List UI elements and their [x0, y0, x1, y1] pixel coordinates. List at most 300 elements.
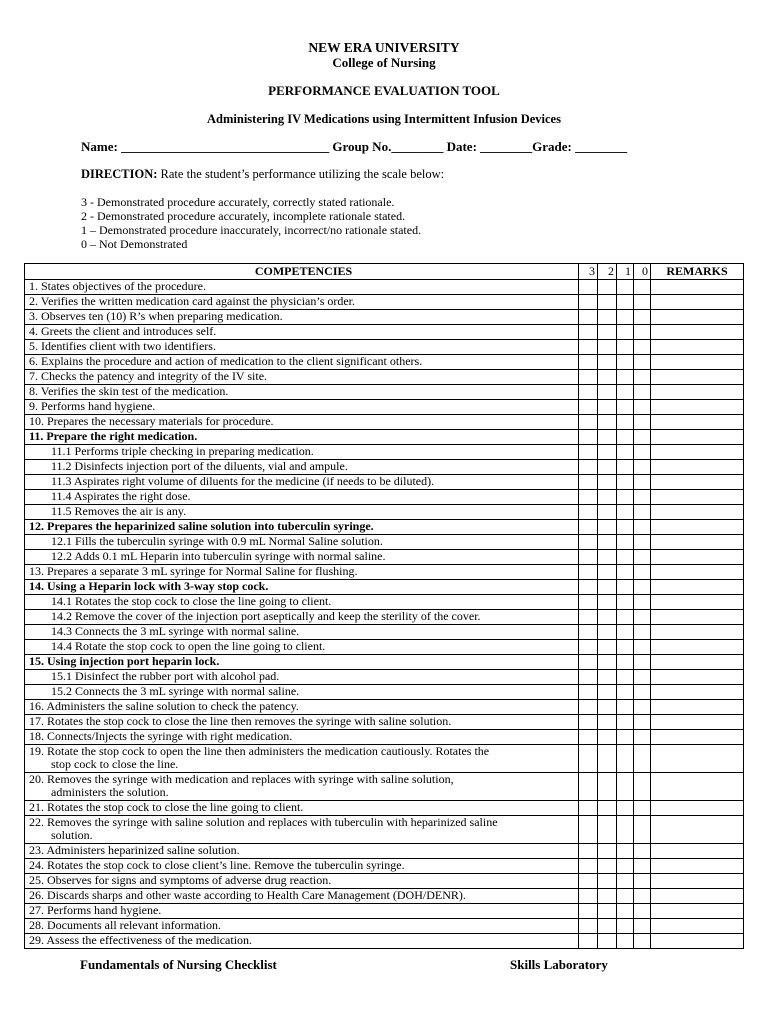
- score-3-cell[interactable]: [579, 640, 598, 655]
- university-name: NEW ERA UNIVERSITY: [308, 40, 460, 55]
- score-2-cell[interactable]: [598, 535, 617, 550]
- score-0-cell[interactable]: [634, 934, 651, 949]
- remarks-cell[interactable]: [651, 595, 744, 610]
- score-3-cell[interactable]: [579, 816, 598, 844]
- score-3-cell[interactable]: [579, 505, 598, 520]
- score-3-cell[interactable]: [579, 340, 598, 355]
- score-0-cell[interactable]: [634, 773, 651, 801]
- score-0-cell[interactable]: [634, 874, 651, 889]
- score-1-cell[interactable]: [617, 505, 634, 520]
- score-2-cell[interactable]: [598, 565, 617, 580]
- remarks-cell[interactable]: [651, 889, 744, 904]
- score-1-cell[interactable]: [617, 295, 634, 310]
- score-1-cell[interactable]: [617, 625, 634, 640]
- remarks-cell[interactable]: [651, 670, 744, 685]
- competency-text: 14.4 Rotate the stop cock to open the line going to client.: [51, 639, 326, 653]
- score-0-cell[interactable]: [634, 859, 651, 874]
- remarks-cell[interactable]: [651, 580, 744, 595]
- score-0-cell[interactable]: [634, 460, 651, 475]
- score-0-cell[interactable]: [634, 844, 651, 859]
- score-0-cell[interactable]: [634, 520, 651, 535]
- score-0-cell[interactable]: [634, 801, 651, 816]
- remarks-cell[interactable]: [651, 801, 744, 816]
- score-2-cell[interactable]: [598, 745, 617, 773]
- competency-text: 12. Prepares the heparinized saline solution into tuberculin syringe.: [29, 519, 374, 533]
- competency-cell: [25, 385, 579, 400]
- competency-cell: [25, 685, 579, 700]
- remarks-cell[interactable]: [651, 280, 744, 295]
- remarks-cell[interactable]: [651, 685, 744, 700]
- score-1-cell[interactable]: [617, 919, 634, 934]
- competency-text: 10. Prepares the necessary materials for procedure.: [29, 414, 274, 428]
- score-1-cell[interactable]: [617, 565, 634, 580]
- remarks-cell[interactable]: [651, 505, 744, 520]
- score-2-cell[interactable]: [598, 520, 617, 535]
- name-field[interactable]: Name: ________________________________: [81, 139, 330, 154]
- score-2-cell[interactable]: [598, 730, 617, 745]
- score-3-cell[interactable]: [579, 934, 598, 949]
- competency-cell: [25, 565, 579, 580]
- competency-cell: [25, 730, 579, 745]
- score-3-cell[interactable]: [579, 325, 598, 340]
- score-0-cell[interactable]: [634, 340, 651, 355]
- score-3-cell[interactable]: [579, 745, 598, 773]
- table-row: [25, 415, 744, 430]
- score-2-cell[interactable]: [598, 904, 617, 919]
- scale-item: 3 - Demonstrated procedure accurately, correctly stated rationale.: [81, 195, 395, 209]
- score-1-cell[interactable]: [617, 859, 634, 874]
- remarks-cell[interactable]: [651, 919, 744, 934]
- score-2-cell[interactable]: [598, 919, 617, 934]
- table-row: [25, 295, 744, 310]
- score-2-cell[interactable]: [598, 844, 617, 859]
- score-3-cell[interactable]: [579, 430, 598, 445]
- competency-text: 18. Connects/Injects the syringe with right medication.: [29, 729, 293, 743]
- score-0-cell[interactable]: [634, 745, 651, 773]
- score-3-cell[interactable]: [579, 520, 598, 535]
- score-2-cell[interactable]: [598, 490, 617, 505]
- score-3-cell[interactable]: [579, 565, 598, 580]
- competency-cell: [25, 295, 579, 310]
- competency-text-continued: administers the solution.: [51, 785, 169, 799]
- score-1-cell[interactable]: [617, 400, 634, 415]
- remarks-cell[interactable]: [651, 859, 744, 874]
- score-0-cell[interactable]: [634, 580, 651, 595]
- score-2-cell[interactable]: [598, 445, 617, 460]
- competency-cell: [25, 934, 579, 949]
- competency-text: 29. Assess the effectiveness of the medication.: [29, 933, 253, 947]
- remarks-cell[interactable]: [651, 340, 744, 355]
- score-0-cell[interactable]: [634, 490, 651, 505]
- score-1-cell[interactable]: [617, 700, 634, 715]
- table-row: [25, 505, 744, 520]
- score-1-cell[interactable]: [617, 340, 634, 355]
- table-row: [25, 355, 744, 370]
- score-0-cell[interactable]: [634, 730, 651, 745]
- score-2-cell[interactable]: [598, 295, 617, 310]
- remarks-cell[interactable]: [651, 565, 744, 580]
- score-0-cell[interactable]: [634, 610, 651, 625]
- score-1-cell[interactable]: [617, 889, 634, 904]
- score-2-cell[interactable]: [598, 340, 617, 355]
- score-3-cell[interactable]: [579, 715, 598, 730]
- remarks-cell[interactable]: [651, 745, 744, 773]
- remarks-cell[interactable]: [651, 625, 744, 640]
- score-1-cell[interactable]: [617, 934, 634, 949]
- score-3-cell[interactable]: [579, 904, 598, 919]
- score-2-header: 2: [598, 264, 617, 280]
- score-2-cell[interactable]: [598, 655, 617, 670]
- competency-text: 2. Verifies the written medication card against the physician’s order.: [29, 294, 356, 308]
- table-row: [25, 715, 744, 730]
- competency-cell: [25, 773, 579, 801]
- competency-cell: [25, 325, 579, 340]
- competency-text: 5. Identifies client with two identifiers.: [29, 339, 216, 353]
- remarks-cell[interactable]: [651, 640, 744, 655]
- remarks-cell[interactable]: [651, 904, 744, 919]
- score-0-cell[interactable]: [634, 715, 651, 730]
- score-2-cell[interactable]: [598, 625, 617, 640]
- score-3-cell[interactable]: [579, 580, 598, 595]
- competency-text: 14. Using a Heparin lock with 3-way stop cock.: [29, 579, 269, 593]
- remarks-cell[interactable]: [651, 874, 744, 889]
- college-name: College of Nursing: [332, 55, 436, 70]
- score-2-cell[interactable]: [598, 550, 617, 565]
- table-row: [25, 844, 744, 859]
- score-0-cell[interactable]: [634, 415, 651, 430]
- table-row: [25, 550, 744, 565]
- competency-text: 15.1 Disinfect the rubber port with alcohol pad.: [51, 669, 280, 683]
- score-2-cell[interactable]: [598, 370, 617, 385]
- score-3-cell[interactable]: [579, 625, 598, 640]
- remarks-cell[interactable]: [651, 295, 744, 310]
- competency-cell: [25, 490, 579, 505]
- score-2-cell[interactable]: [598, 715, 617, 730]
- score-3-cell[interactable]: [579, 655, 598, 670]
- score-1-cell[interactable]: [617, 595, 634, 610]
- competency-text: 15.2 Connects the 3 mL syringe with normal saline.: [51, 684, 300, 698]
- direction-body: Rate the student’s performance utilizing the scale below:: [157, 167, 445, 181]
- score-2-cell[interactable]: [598, 430, 617, 445]
- score-3-cell[interactable]: [579, 310, 598, 325]
- competency-text: 11.2 Disinfects injection port of the diluents, vial and ampule.: [51, 459, 348, 473]
- score-2-cell[interactable]: [598, 670, 617, 685]
- remarks-cell[interactable]: [651, 415, 744, 430]
- competency-cell: [25, 370, 579, 385]
- table-row: [25, 655, 744, 670]
- remarks-cell[interactable]: [651, 715, 744, 730]
- score-2-cell[interactable]: [598, 700, 617, 715]
- remarks-cell[interactable]: [651, 610, 744, 625]
- table-row: [25, 520, 744, 535]
- score-1-cell[interactable]: [617, 415, 634, 430]
- grade-field[interactable]: Grade: ________: [532, 139, 628, 154]
- competency-cell: [25, 610, 579, 625]
- score-2-cell[interactable]: [598, 685, 617, 700]
- score-0-cell[interactable]: [634, 355, 651, 370]
- score-1-cell[interactable]: [617, 655, 634, 670]
- score-0-cell[interactable]: [634, 550, 651, 565]
- score-3-cell[interactable]: [579, 295, 598, 310]
- competency-cell: [25, 904, 579, 919]
- score-0-cell[interactable]: [634, 370, 651, 385]
- score-3-cell[interactable]: [579, 889, 598, 904]
- score-1-cell[interactable]: [617, 325, 634, 340]
- competency-text: 22. Removes the syringe with saline solution and replaces with tuberculin with heparinized saline: [29, 815, 498, 829]
- score-2-cell[interactable]: [598, 460, 617, 475]
- score-2-cell[interactable]: [598, 475, 617, 490]
- competency-cell: [25, 580, 579, 595]
- competency-cell: [25, 745, 579, 773]
- score-2-cell[interactable]: [598, 889, 617, 904]
- score-2-cell[interactable]: [598, 773, 617, 801]
- remarks-cell[interactable]: [651, 730, 744, 745]
- score-0-cell[interactable]: [634, 325, 651, 340]
- score-3-cell[interactable]: [579, 415, 598, 430]
- competency-text: 11.5 Removes the air is any.: [51, 504, 187, 518]
- score-0-cell[interactable]: [634, 430, 651, 445]
- competency-cell: [25, 700, 579, 715]
- score-2-cell[interactable]: [598, 505, 617, 520]
- score-0-cell[interactable]: [634, 565, 651, 580]
- remarks-cell[interactable]: [651, 460, 744, 475]
- score-0-cell[interactable]: [634, 816, 651, 844]
- table-row: [25, 730, 744, 745]
- score-0-cell[interactable]: [634, 505, 651, 520]
- score-2-cell[interactable]: [598, 816, 617, 844]
- score-1-cell[interactable]: [617, 685, 634, 700]
- remarks-cell[interactable]: [651, 490, 744, 505]
- competency-text: 1. States objectives of the procedure.: [29, 279, 206, 293]
- remarks-cell[interactable]: [651, 934, 744, 949]
- remarks-cell[interactable]: [651, 520, 744, 535]
- score-3-cell[interactable]: [579, 670, 598, 685]
- score-0-cell[interactable]: [634, 889, 651, 904]
- score-0-cell[interactable]: [634, 640, 651, 655]
- score-3-cell[interactable]: [579, 400, 598, 415]
- score-0-cell[interactable]: [634, 295, 651, 310]
- scale-item: 1 – Demonstrated procedure inaccurately, incorrect/no rationale stated.: [81, 223, 422, 237]
- score-1-cell[interactable]: [617, 445, 634, 460]
- remarks-cell[interactable]: [651, 370, 744, 385]
- score-0-cell[interactable]: [634, 475, 651, 490]
- score-1-cell[interactable]: [617, 550, 634, 565]
- remarks-header: REMARKS: [651, 264, 744, 280]
- table-row: [25, 325, 744, 340]
- score-0-cell[interactable]: [634, 685, 651, 700]
- score-3-cell[interactable]: [579, 535, 598, 550]
- score-3-cell[interactable]: [579, 550, 598, 565]
- footer-department: Skills Laboratory: [510, 957, 608, 972]
- score-1-cell[interactable]: [617, 715, 634, 730]
- table-row: [25, 773, 744, 801]
- competency-cell: [25, 475, 579, 490]
- competency-text: 4. Greets the client and introduces self.: [29, 324, 217, 338]
- competency-cell: [25, 874, 579, 889]
- score-0-cell[interactable]: [634, 280, 651, 295]
- competency-text: 14.3 Connects the 3 mL syringe with normal saline.: [51, 624, 300, 638]
- score-0-cell[interactable]: [634, 535, 651, 550]
- score-1-cell[interactable]: [617, 310, 634, 325]
- competency-text: 23. Administers heparinized saline solution.: [29, 843, 240, 857]
- competency-cell: [25, 430, 579, 445]
- score-3-cell[interactable]: [579, 355, 598, 370]
- table-row: [25, 934, 744, 949]
- date-field[interactable]: Date: ________: [443, 139, 533, 154]
- remarks-cell[interactable]: [651, 430, 744, 445]
- table-row: [25, 535, 744, 550]
- score-1-cell[interactable]: [617, 730, 634, 745]
- competency-cell: [25, 859, 579, 874]
- competency-cell: [25, 670, 579, 685]
- score-1-cell[interactable]: [617, 460, 634, 475]
- score-1-cell[interactable]: [617, 520, 634, 535]
- score-1-cell[interactable]: [617, 385, 634, 400]
- remarks-cell[interactable]: [651, 445, 744, 460]
- table-row: [25, 340, 744, 355]
- score-2-cell[interactable]: [598, 874, 617, 889]
- table-row: [25, 490, 744, 505]
- score-2-cell[interactable]: [598, 310, 617, 325]
- remarks-cell[interactable]: [651, 655, 744, 670]
- score-3-cell[interactable]: [579, 610, 598, 625]
- score-3-cell[interactable]: [579, 280, 598, 295]
- score-1-cell[interactable]: [617, 580, 634, 595]
- score-2-cell[interactable]: [598, 355, 617, 370]
- direction-text: [81, 167, 444, 182]
- score-2-cell[interactable]: [598, 325, 617, 340]
- score-1-cell[interactable]: [617, 904, 634, 919]
- competency-cell: [25, 310, 579, 325]
- score-3-cell[interactable]: [579, 874, 598, 889]
- score-0-cell[interactable]: [634, 904, 651, 919]
- score-3-cell[interactable]: [579, 859, 598, 874]
- score-0-cell[interactable]: [634, 385, 651, 400]
- score-0-cell[interactable]: [634, 655, 651, 670]
- remarks-cell[interactable]: [651, 475, 744, 490]
- score-2-cell[interactable]: [598, 595, 617, 610]
- score-3-cell[interactable]: [579, 385, 598, 400]
- score-3-header: 3: [579, 264, 598, 280]
- score-2-cell[interactable]: [598, 610, 617, 625]
- score-2-cell[interactable]: [598, 400, 617, 415]
- group-field[interactable]: Group No.________: [329, 139, 444, 154]
- competency-text: 12.2 Adds 0.1 mL Heparin into tuberculin syringe with normal saline.: [51, 549, 386, 563]
- score-0-cell[interactable]: [634, 700, 651, 715]
- score-0-cell[interactable]: [634, 919, 651, 934]
- score-0-cell[interactable]: [634, 400, 651, 415]
- score-2-cell[interactable]: [598, 415, 617, 430]
- remarks-cell[interactable]: [651, 355, 744, 370]
- table-row: [25, 370, 744, 385]
- competency-text: 12.1 Fills the tuberculin syringe with 0.9 mL Normal Saline solution.: [51, 534, 383, 548]
- competency-text: 26. Discards sharps and other waste according to Health Care Management (DOH/DENR).: [29, 888, 466, 902]
- competency-text: 28. Documents all relevant information.: [29, 918, 221, 932]
- score-1-cell[interactable]: [617, 610, 634, 625]
- score-3-cell[interactable]: [579, 685, 598, 700]
- table-header-row: [25, 264, 744, 280]
- score-1-cell[interactable]: [617, 280, 634, 295]
- table-row: [25, 904, 744, 919]
- remarks-cell[interactable]: [651, 844, 744, 859]
- score-2-cell[interactable]: [598, 801, 617, 816]
- score-3-cell[interactable]: [579, 460, 598, 475]
- score-1-cell[interactable]: [617, 430, 634, 445]
- remarks-cell[interactable]: [651, 325, 744, 340]
- table-row: [25, 801, 744, 816]
- competency-text: 14.2 Remove the cover of the injection port aseptically and keep the sterility of the cover.: [51, 609, 481, 623]
- score-1-cell[interactable]: [617, 670, 634, 685]
- competency-text: 19. Rotate the stop cock to open the line then administers the medication cautiously. Rotates the: [29, 744, 490, 758]
- score-3-cell[interactable]: [579, 919, 598, 934]
- score-1-cell[interactable]: [617, 370, 634, 385]
- score-3-cell[interactable]: [579, 370, 598, 385]
- competency-text: 15. Using injection port heparin lock.: [29, 654, 220, 668]
- score-3-cell[interactable]: [579, 773, 598, 801]
- competency-text: 9. Performs hand hygiene.: [29, 399, 156, 413]
- score-3-cell[interactable]: [579, 475, 598, 490]
- score-3-cell[interactable]: [579, 445, 598, 460]
- remarks-cell[interactable]: [651, 773, 744, 801]
- table-row: [25, 889, 744, 904]
- score-3-cell[interactable]: [579, 730, 598, 745]
- competency-cell: [25, 844, 579, 859]
- score-3-cell[interactable]: [579, 801, 598, 816]
- student-info-line: [81, 139, 627, 155]
- competency-text: 13. Prepares a separate 3 mL syringe for Normal Saline for flushing.: [29, 564, 358, 578]
- score-3-cell[interactable]: [579, 700, 598, 715]
- competency-cell: [25, 816, 579, 844]
- competency-text-continued: stop cock to close the line.: [51, 757, 179, 771]
- score-0-cell[interactable]: [634, 310, 651, 325]
- score-1-cell[interactable]: [617, 490, 634, 505]
- remarks-cell[interactable]: [651, 400, 744, 415]
- remarks-cell[interactable]: [651, 535, 744, 550]
- score-0-cell[interactable]: [634, 595, 651, 610]
- score-1-header: 1: [617, 264, 634, 280]
- remarks-cell[interactable]: [651, 550, 744, 565]
- score-2-cell[interactable]: [598, 580, 617, 595]
- remarks-cell[interactable]: [651, 816, 744, 844]
- score-0-cell[interactable]: [634, 625, 651, 640]
- score-2-cell[interactable]: [598, 385, 617, 400]
- score-0-cell[interactable]: [634, 445, 651, 460]
- score-3-cell[interactable]: [579, 844, 598, 859]
- score-1-cell[interactable]: [617, 773, 634, 801]
- score-1-cell[interactable]: [617, 745, 634, 773]
- score-1-cell[interactable]: [617, 874, 634, 889]
- score-2-cell[interactable]: [598, 934, 617, 949]
- score-1-cell[interactable]: [617, 816, 634, 844]
- score-1-cell[interactable]: [617, 535, 634, 550]
- score-2-cell[interactable]: [598, 280, 617, 295]
- score-1-cell[interactable]: [617, 355, 634, 370]
- remarks-cell[interactable]: [651, 385, 744, 400]
- remarks-cell[interactable]: [651, 310, 744, 325]
- remarks-cell[interactable]: [651, 700, 744, 715]
- score-3-cell[interactable]: [579, 595, 598, 610]
- score-0-cell[interactable]: [634, 670, 651, 685]
- score-2-cell[interactable]: [598, 640, 617, 655]
- score-3-cell[interactable]: [579, 490, 598, 505]
- score-1-cell[interactable]: [617, 640, 634, 655]
- score-2-cell[interactable]: [598, 859, 617, 874]
- score-1-cell[interactable]: [617, 801, 634, 816]
- competency-cell: [25, 595, 579, 610]
- score-1-cell[interactable]: [617, 475, 634, 490]
- score-1-cell[interactable]: [617, 844, 634, 859]
- table-row: [25, 445, 744, 460]
